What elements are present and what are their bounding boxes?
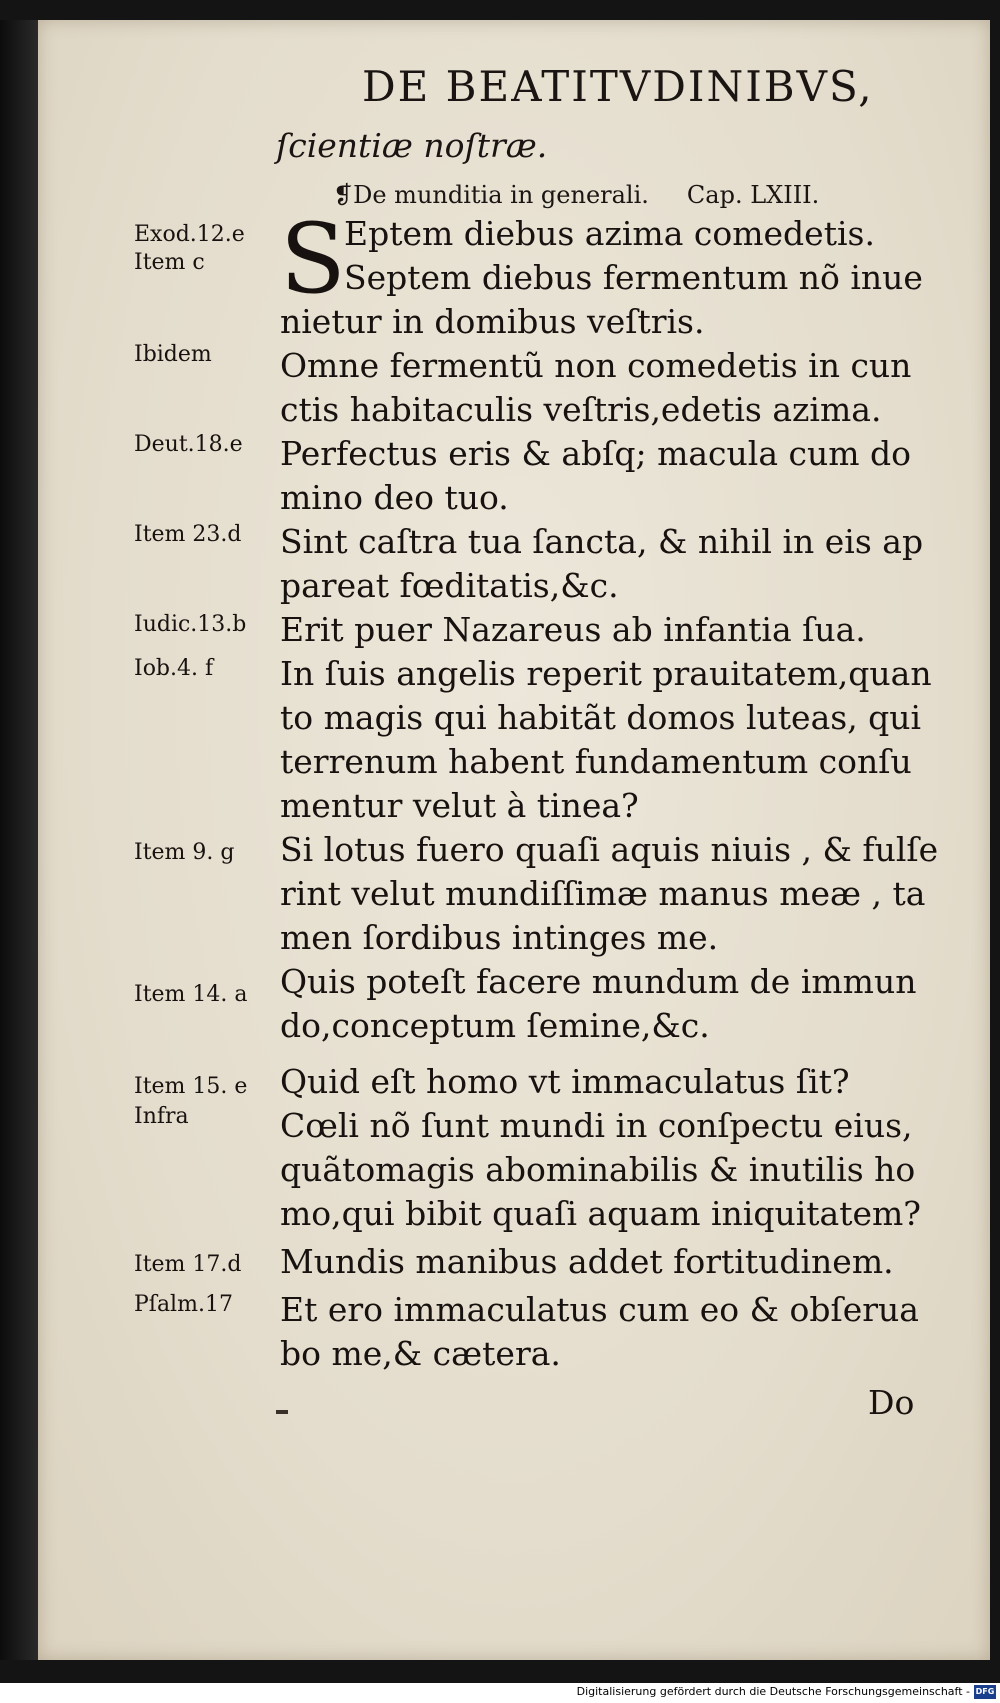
text-line: mo,qui bibit quaſi aquam iniquitatem? <box>280 1194 922 1233</box>
margin-reference: Deut.18.e <box>134 432 243 457</box>
chapter-heading <box>333 181 819 209</box>
margin-reference: Item 23.d <box>134 522 242 547</box>
catchword: Do <box>868 1383 915 1422</box>
chapter-number: Cap. LXIII. <box>686 181 820 209</box>
text-line: pareat fœditatis,&c. <box>280 566 619 605</box>
margin-reference: Iudic.13.b <box>134 612 247 637</box>
margin-reference: Item c <box>134 250 205 275</box>
margin-reference: Ibidem <box>134 342 212 367</box>
text-line: Mundis manibus addet fortitudinem. <box>280 1242 894 1281</box>
text-line: bo me,& cætera. <box>280 1334 561 1373</box>
chapter-title: ❡De munditia in generali. <box>333 181 649 209</box>
text-line: ctis habitaculis veſtris,edetis azima. <box>280 390 882 429</box>
text-line: men ſordibus intinges me. <box>280 918 719 957</box>
text-line: do,conceptum ſemine,&c. <box>280 1006 710 1045</box>
page-title: DE BEATITVDINIBVS, <box>362 62 874 111</box>
margin-reference: Item 17.d <box>134 1252 242 1277</box>
text-line: Cœli nõ ſunt mundi in conſpectu eius, <box>280 1106 913 1145</box>
ink-mark <box>276 1410 288 1414</box>
dfg-logo-icon: DFG <box>974 1685 996 1699</box>
text-line: to magis qui habitãt domos luteas, qui <box>280 698 922 737</box>
text-line: Si lotus fuero quaſi aquis niuis , & fulſe <box>280 830 939 869</box>
text-line: quãtomagis abominabilis & inutilis ho <box>280 1150 916 1189</box>
text-line: Quid eſt homo vt immaculatus ſit? <box>280 1062 850 1101</box>
text-line: Sint caſtra tua ſancta, & nihil in eis ap <box>280 522 924 561</box>
footer-bar <box>0 1683 1000 1703</box>
text-line: Quis poteſt facere mundum de immun <box>280 962 917 1001</box>
margin-reference: Exod.12.e <box>134 222 245 247</box>
text-line: mentur velut à tinea? <box>280 786 639 825</box>
text-line: In ſuis angelis reperit prauitatem,quan <box>280 654 932 693</box>
text-line: nietur in domibus veſtris. <box>280 302 705 341</box>
drop-cap-initial: S <box>280 203 346 315</box>
margin-reference: Pſalm.17 <box>134 1292 233 1317</box>
margin-reference: Item 9. g <box>134 840 235 865</box>
text-line: Eptem diebus azima comedetis. <box>344 214 875 253</box>
footer-credit: Digitalisierung gefördert durch die Deutsche Forschungsgemeinschaft - <box>576 1685 970 1698</box>
text-line: mino deo tuo. <box>280 478 509 517</box>
text-line: Perfectus eris & abſq; macula cum do <box>280 434 912 473</box>
text-line: rint velut mundiſſimæ manus meæ , ta <box>280 874 926 913</box>
page-subtitle: ſcientiæ noſtræ. <box>276 126 548 165</box>
margin-reference: Iob.4. f <box>134 656 214 681</box>
margin-reference: Item 15. e <box>134 1074 248 1099</box>
text-line: Omne fermentũ non comedetis in cun <box>280 346 912 385</box>
margin-reference: Item 14. a <box>134 982 248 1007</box>
book-gutter <box>0 20 38 1660</box>
text-line: terrenum habent fundamentum conſu <box>280 742 912 781</box>
margin-reference: Infra <box>134 1104 189 1129</box>
text-line: Erit puer Nazareus ab infantia ſua. <box>280 610 866 649</box>
text-line: Et ero immaculatus cum eo & obſerua <box>280 1290 919 1329</box>
text-line: Septem diebus fermentum nõ inue <box>344 258 923 297</box>
